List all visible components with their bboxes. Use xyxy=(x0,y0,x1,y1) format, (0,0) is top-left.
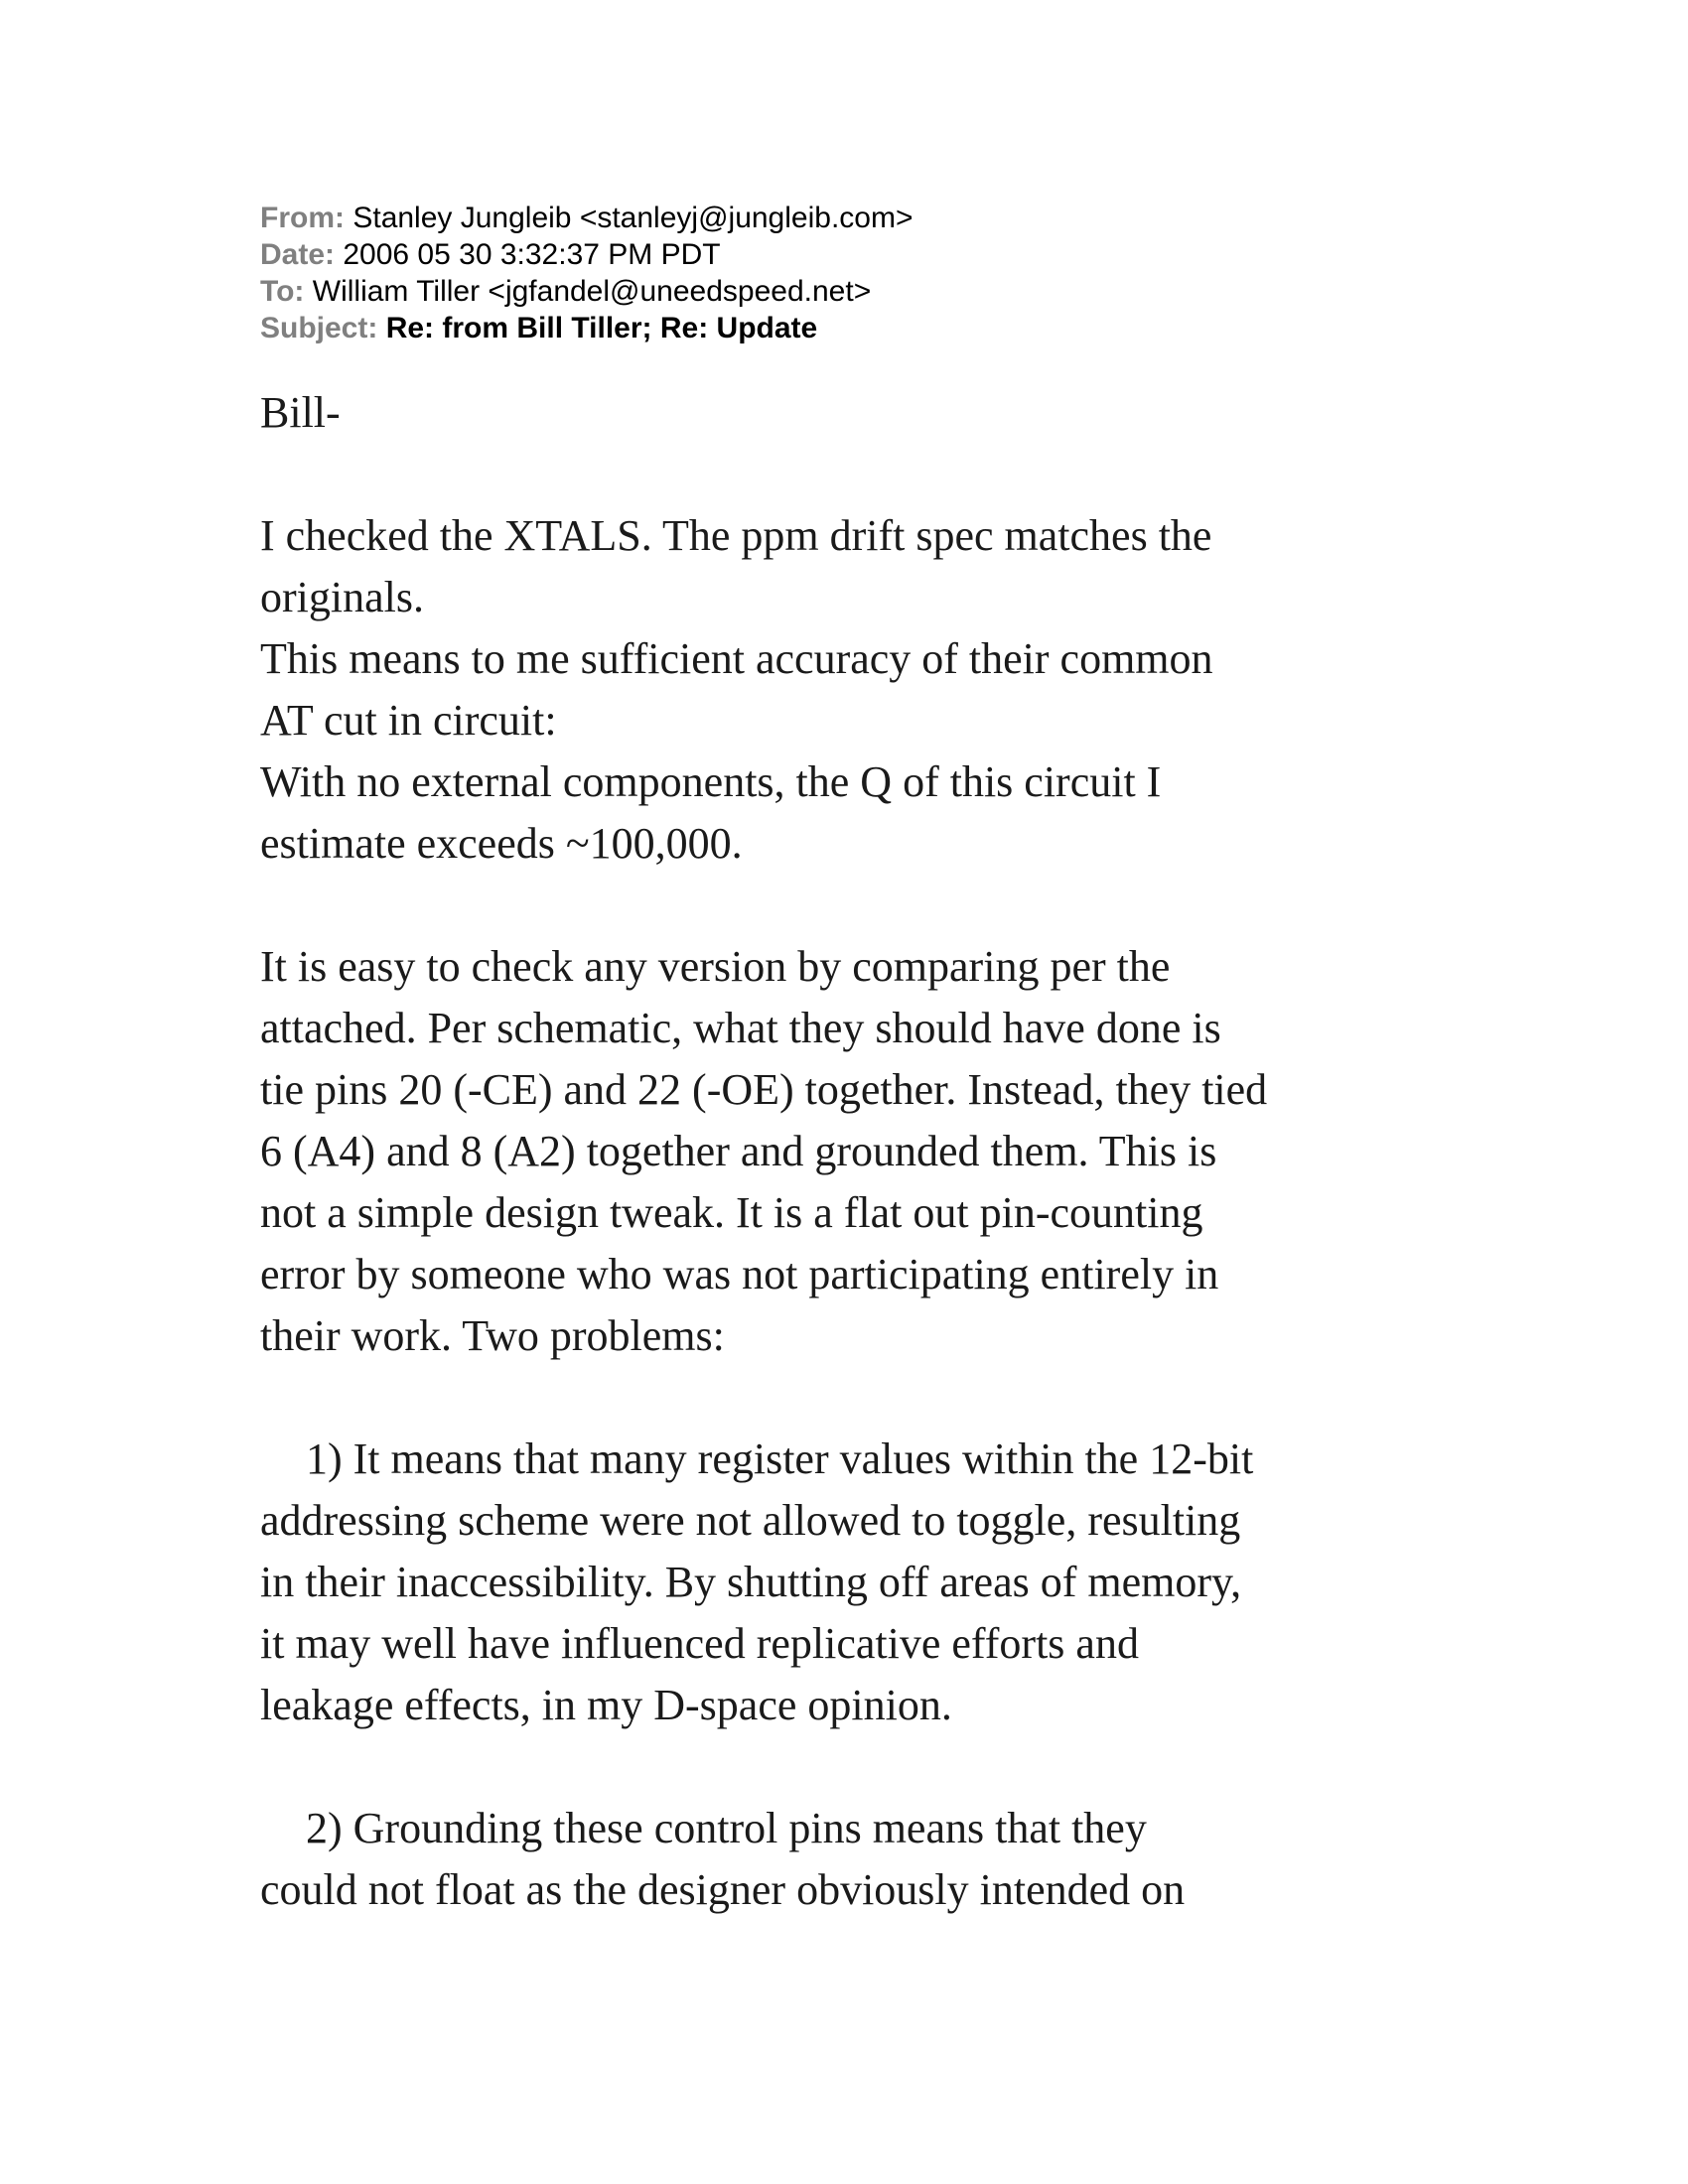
from-row xyxy=(260,200,913,236)
subject-label: Subject: xyxy=(260,312,378,344)
body-line: With no external components, the Q of this circuit I xyxy=(260,757,1162,806)
body-line: in their inaccessibility. By shutting off areas of memory, xyxy=(260,1558,1242,1606)
body-line: tie pins 20 (-CE) and 22 (-OE) together. Instead, they tied xyxy=(260,1065,1268,1114)
date-value: 2006 05 30 3:32:37 PM PDT xyxy=(343,238,721,271)
body-line: could not float as the designer obviously intended on xyxy=(260,1865,1186,1914)
body-line: not a simple design tweak. It is a flat out pin-counting xyxy=(260,1188,1203,1237)
email-header xyxy=(260,200,913,346)
date-label: Date: xyxy=(260,238,336,271)
body-line: This means to me sufficient accuracy of their common xyxy=(260,634,1213,683)
subject-row xyxy=(260,310,913,346)
to-value: William Tiller <jgfandel@uneedspeed.net> xyxy=(312,275,872,308)
body-line: AT cut in circuit: xyxy=(260,696,557,745)
body-line: it may well have influenced replicative efforts and xyxy=(260,1619,1139,1668)
date-row xyxy=(260,236,913,273)
body-line: leakage effects, in my D-space opinion. xyxy=(260,1681,952,1729)
body-line: It is easy to check any version by comparing per the xyxy=(260,942,1171,991)
body-line: 6 (A4) and 8 (A2) together and grounded them. This is xyxy=(260,1127,1217,1175)
from-value: Stanley Jungleib <stanleyj@jungleib.com> xyxy=(352,202,914,234)
body-line: I checked the XTALS. The ppm drift spec matches the xyxy=(260,511,1212,560)
to-row xyxy=(260,273,913,310)
from-label: From: xyxy=(260,202,345,234)
to-label: To: xyxy=(260,275,305,308)
greeting: Bill- xyxy=(260,388,341,437)
body-line: their work. Two problems: xyxy=(260,1311,725,1360)
body-line: estimate exceeds ~100,000. xyxy=(260,819,743,868)
body-line: 2) Grounding these control pins means that they xyxy=(306,1804,1147,1852)
body-line: error by someone who was not participating entirely in xyxy=(260,1250,1219,1298)
body-line: originals. xyxy=(260,573,424,621)
body-line: attached. Per schematic, what they should have done is xyxy=(260,1004,1221,1052)
body-line: 1) It means that many register values within the 12-bit xyxy=(306,1434,1254,1483)
body-line: addressing scheme were not allowed to toggle, resulting xyxy=(260,1496,1241,1545)
subject-value: Re: from Bill Tiller; Re: Update xyxy=(385,312,818,344)
